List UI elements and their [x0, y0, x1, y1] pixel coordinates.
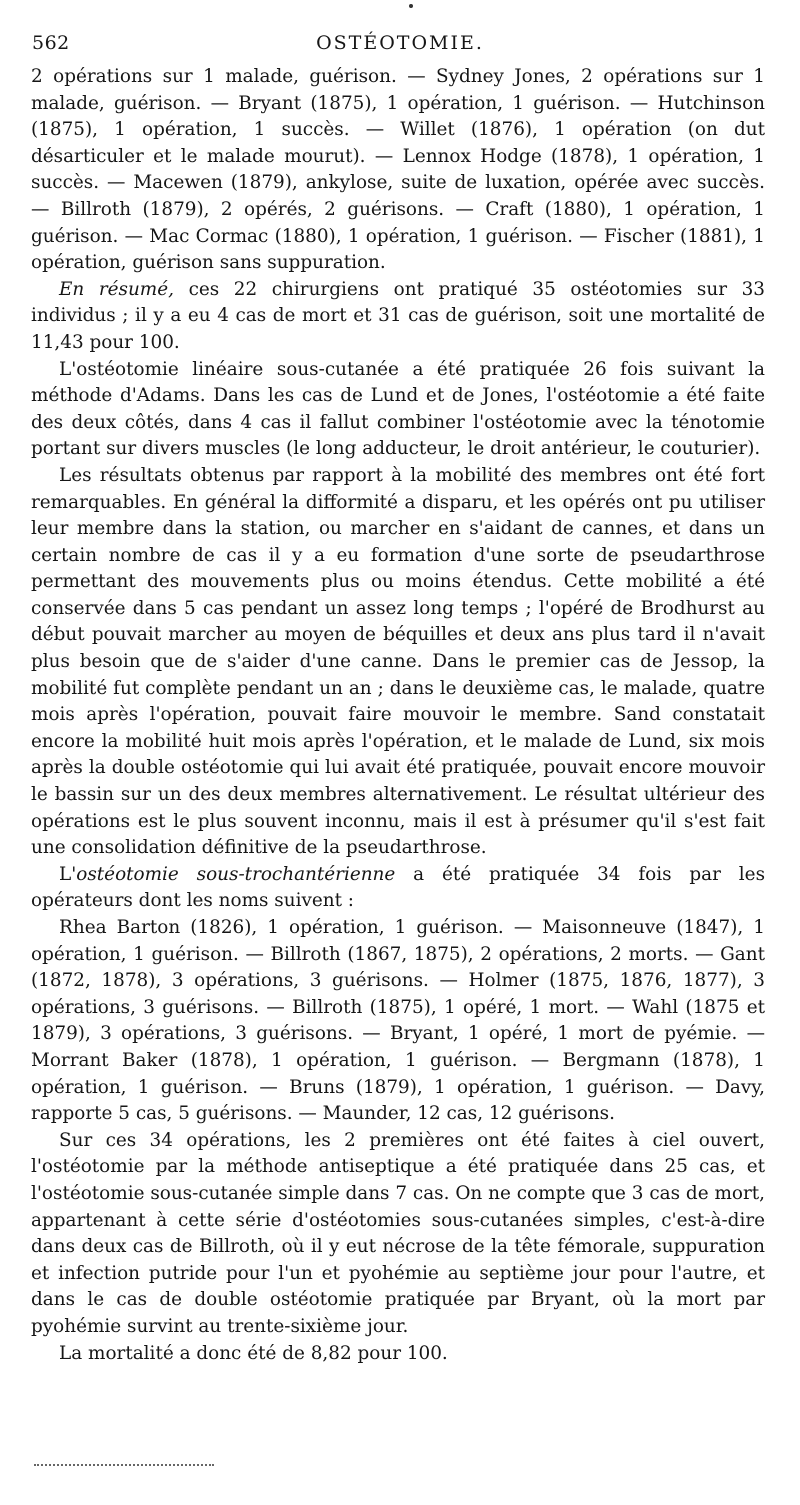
running-title: OSTÉOTOMIE. — [316, 32, 484, 54]
paragraph-text: Les résultats obtenus par rapport à la mobilité des membres ont été fort remarquables. En général la difformité a disparu, et les opérés ont pu utiliser leur membre dans la station, ou marcher en s'aidant de cannes, et dans un certain nombre de cas il y a eu formation d'une sorte de pseudarthrose permettant des mouvements plus ou moins étendus. Cette mobilité a été conservée dans 5 cas pendant un assez long temps ; l'opéré de Brodhurst au début pouvait marcher au moyen de béquilles et deux ans plus tard il n'avait plus besoin que de s'aider d'une canne. Dans le premier cas de Jessop, la mobilité fut complète pendant un an ; dans le deuxième cas, le malade, quatre mois après l'opération, pouvait faire mouvoir le membre. Sand constatait encore la mobilité huit mois après l'opération, et le malade de Lund, six mois après la double ostéotomie qui lui avait été pratiquée, pouvait encore mouvoir le bassin sur un des deux membres alternativement. Le résultat ultérieur des opérations est le plus souvent inconnu, mais il est à présumer qu'il s'est fait une consolidation définitive de la pseudarthrose. — [31, 464, 765, 859]
paragraph-subtrochanteric — [31, 862, 765, 915]
paragraph-mortality — [31, 1341, 765, 1368]
paragraph-text: a été pratiquée 34 fois par les opérateurs dont les noms suivent : — [31, 863, 766, 912]
ink-speck — [409, 4, 413, 8]
body-text — [31, 64, 765, 1367]
paragraph-linear-osteotomy — [31, 357, 765, 463]
italic-lead: En résumé, — [59, 278, 174, 300]
paragraph-results — [31, 463, 765, 862]
paragraph-analysis — [31, 1128, 765, 1341]
paragraph-text: L'ostéotomie linéaire sous-cutanée a été pratiquée 26 fois suivant la méthode d'Adams. Dans les cas de Lund et de Jones, l'ostéotomie a été faite des deux côtés, dans 4 cas il fallut combiner l'ostéotomie avec la ténotomie portant sur divers muscles (le long adducteur, le droit antérieur, le couturier). — [31, 358, 765, 460]
paragraph-summary — [31, 277, 765, 357]
italic-lead: ostéotomie sous-trochantérienne — [76, 863, 396, 885]
paragraph-text: Sur ces 34 opérations, les 2 premières ont été faites à ciel ouvert, l'ostéotomie par la méthode antiseptique a été pratiquée dans 25 cas, et l'ostéotomie sous-cutanée simple dans 7 cas. On ne compte que 3 cas de mort, appartenant à cette série d'ostéotomies sous-cutanées simples, c'est-à-dire dans deux cas de Billroth, où il y eut nécrose de la tête fémorale, suppuration et infection putride pour l'un et pyohémie au septième jour pour l'autre, et dans le cas de double ostéotomie pratiquée par Bryant, où la mort par pyohémie survint au trente-sixième jour. — [31, 1129, 765, 1337]
page-number: 562 — [32, 32, 70, 54]
roman-lead: L' — [59, 863, 77, 885]
paragraph-text: Rhea Barton (1826), 1 opération, 1 guérison. — Maisonneuve (1847), 1 opération, 1 guérison. — Billroth (1867, 1875), 2 opérations, 2 morts. — Gant (1872, 1878), 3 opérations, 3 guérisons. — Holmer (1875, 1876, 1877), 3 opérations, 3 guérisons. — Billroth (1875), 1 opéré, 1 mort. — Wahl (1875 et 1879), 3 opérations, 3 guérisons. — Bryant, 1 opéré, 1 mort de pyémie. — Morrant Baker (1878), 1 opération, 1 guérison. — Bergmann (1878), 1 opération, 1 guérison. — Bruns (1879), 1 opération, 1 guérison. — Davy, rapporte 5 cas, 5 guérisons. — Maunder, 12 cas, 12 guérisons. — [31, 917, 765, 1125]
paragraph-text: 2 opérations sur 1 malade, guérison. — Sydney Jones, 2 opérations sur 1 malade, guérison. — Bryant (1875), 1 opération, 1 guérison. — Hutchinson (1875), 1 opération, 1 succès. — Willet (1876), 1 opération (on dut désarticuler et le malade mourut). — Lennox Hodge (1878), 1 opération, 1 succès. — Macewen (1879), ankylose, suite de luxation, opérée avec succès. — Billroth (1879), 2 opérés, 2 guérisons. — Craft (1880), 1 opération, 1 guérison. — Mac Cormac (1880), 1 opération, 1 guérison. — Fischer (1881), 1 opération, guérison sans suppuration. — [31, 66, 765, 274]
paragraph-text: La mortalité a donc été de 8,82 pour 100. — [59, 1342, 448, 1364]
paragraph-continuation — [31, 64, 765, 277]
paragraph-operator-list — [31, 915, 765, 1128]
footer-rule — [34, 1464, 214, 1466]
paragraph-text: ces 22 chirurgiens ont pratiqué 35 ostéotomies sur 33 individus ; il y a eu 4 cas de mort et 31 cas de guérison, soit une mortalité de 11,43 pour 100. — [31, 278, 765, 353]
page-header — [32, 32, 768, 60]
